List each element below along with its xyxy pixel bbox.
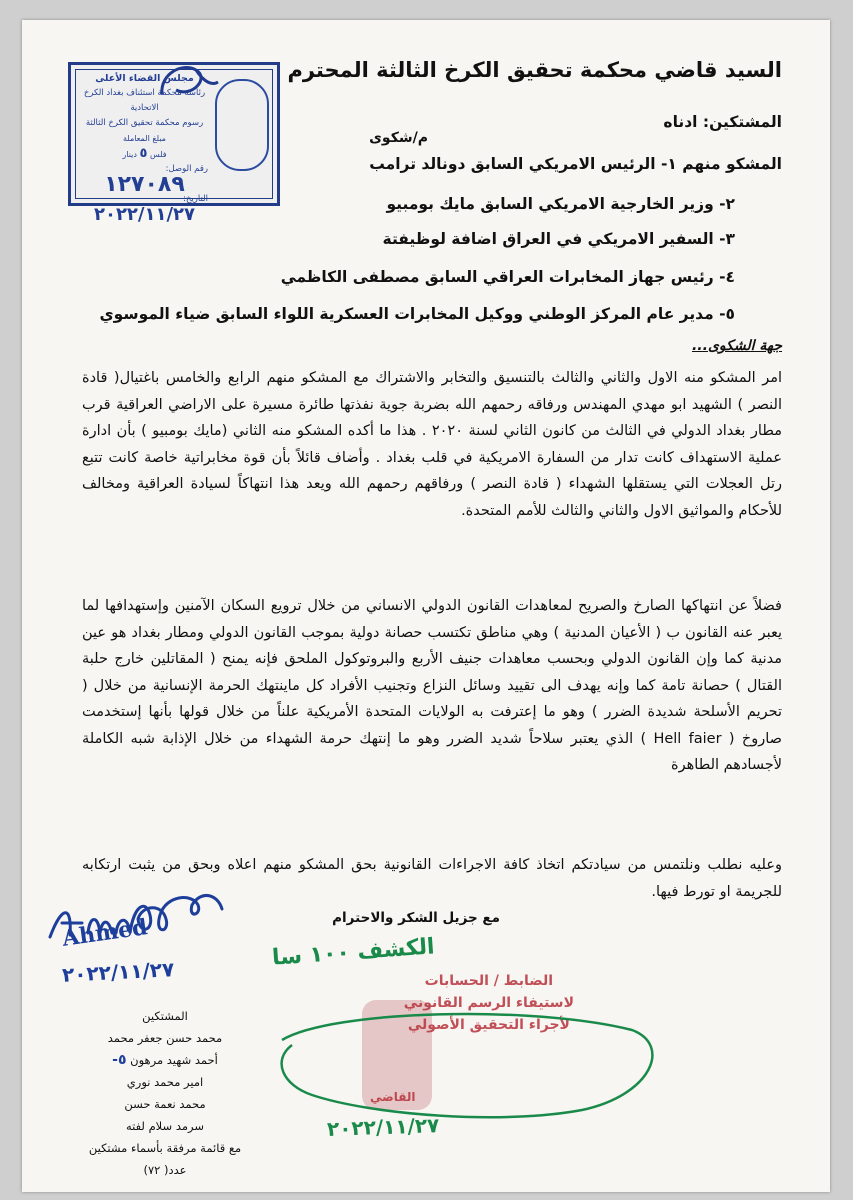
complainant-name: محمد نعمة حسن	[124, 1097, 206, 1111]
complainant-prefix: ٥-	[112, 1052, 127, 1068]
complainants-list	[60, 1005, 270, 1181]
signature-name: Ahmed	[60, 914, 150, 952]
paragraph-1: امر المشكو منه الاول والثاني والثالث بالتنسيق والتخابر والاشتراك مع المشكو منهم الرابع والخامس باغتيال( قادة النصر ) الشهيد ابو مهدي المهندس ورفاقه رحمهم الله بضربة جوية نفذتها طائرة مسيرة على الاراضي العراقية قرب مطار بغداد الدولي في الثالث من كانون الثاني لسنة ٢٠٢٠ . هذا ما أكده المشكو منه الثاني (مايك بومبيو ) بأن ادارة عملية الاستهداف كانت تدار من السفارة الامريكية في قلب بغداد . وأضاف قائلاً بأن قوة مخابراتية خاصة كانت تتبع رتل العجلات التي يستقلها الشهداء ( قادة النصر ) ورفاقهم رحمهم الله ويعد هذا انتهاكاً لسيادة العراقية ومخالف للأحكام والمواثيق الاول والثاني والثالث للأمم المتحدة.	[82, 370, 782, 519]
stamp-line: رقم الوصل:	[165, 164, 208, 174]
green-circle-stroke	[252, 1000, 672, 1150]
complainants-line: المشتكين: ادناه	[663, 113, 782, 131]
complainant-name: محمد حسن جعفر محمد	[107, 1031, 223, 1045]
stamp-line: رسوم محكمة تحقيق الكرخ الثالثة	[85, 118, 204, 128]
red-stamp-line: لأجراء التحقيق الأصولي	[407, 1017, 570, 1033]
stamp-line: التاريخ:	[183, 194, 208, 204]
stamp-amount: ٥	[139, 146, 148, 161]
green-date: ٢٠٢٢/١١/٢٧	[326, 1113, 440, 1141]
stamp-line: فلس	[149, 150, 167, 159]
accused-item-2: ٢- وزير الخارجية الامريكي السابق مايك بومبيو	[386, 195, 735, 213]
stamp-date: ٢٠٢٢/١١/٢٧	[93, 204, 196, 225]
complainant-name: أحمد شهيد مرهون	[130, 1053, 218, 1067]
stamp-line: دينار	[122, 150, 137, 159]
signature-date: ٢٠٢٢/١١/٢٧	[61, 957, 175, 987]
accused-item-5: ٥- مدير عام المركز الوطني ووكيل المخابرات العسكرية اللواء السابق ضياء الموسوي	[99, 305, 735, 323]
subject-line: م/شكوى	[369, 130, 428, 146]
addressee-title: السيد قاضي محكمة تحقيق الكرخ الثالثة المحترم	[287, 58, 782, 82]
paragraph-2: فضلاً عن انتهاكها الصارخ والصريح لمعاهدات القانون الدولي الانساني من خلال ترويع السكان الآمنين وإستهدافها لما يعبر عنه القانون ب ( الأعيان المدنية ) وهي مناطق تكتسب حصانة دولية بموجب القانون الدولي ومطار بغداد هو عين مدنية كما وإن القانون الدولي وبحسب معاهدات جنيف الأربع والبروتوكول الملحق فإنه يمنح ( المقاتلين خارج حلبة القتال ) حصانة تامة كما وإنه يهدف الى تقييد وسائل النزاع وتجنيب الأفراد كل ماينتهك الحرمة الإنسانية من خلال ( تحريم الأسلحة شديدة الضرر ) وهو ما إعترفت به الولايات المتحدة الأمريكية علناً من خلال قولها بأنها إستخدمت صاروخ ( Hell faier ) الذي يعتبر سلاحاً شديد الضرر وهو ما إنتهك حرمة الشهداء من خلال الإذابة شبه الكاملة لأجسادهم الطاهرة	[82, 598, 782, 773]
stamp-line: مجلس القضاء الأعلى	[95, 73, 194, 84]
stamp-line: مبلغ المعاملة	[123, 134, 166, 143]
complainant-name: سرمد سلام لفته	[125, 1119, 205, 1133]
red-stamp-line: الضابط / الحسابات	[424, 973, 554, 989]
stamp-receipt-number: ١٢٧٠٨٩	[104, 172, 185, 197]
complainant-name-row	[60, 1049, 270, 1071]
red-stamp-line: لاستيفاء الرسم القانوني	[403, 995, 574, 1011]
handwritten-green-note: الكشف ١٠٠ سا	[271, 934, 436, 971]
accused-item-1: المشكو منهم ١- الرئيس الامريكي السابق دونالد ترامب	[369, 155, 782, 173]
complainants-label: المشتكين	[142, 1009, 188, 1023]
complaint-heading: جهة الشكوى...	[691, 338, 782, 354]
paragraph-3: وعليه نطلب ونلتمس من سيادتكم اتخاذ كافة الاجراءات القانونية بحق المشكو منهم اعلاه وبحق من يثبت ارتكابه للجريمة او تورط فيها.	[82, 857, 782, 900]
attachment-count: عدد( ٧٢)	[143, 1163, 187, 1177]
accused-item-3: ٣- السفير الامريكي في العراق اضافة لوظيفتة	[382, 230, 735, 248]
attachment-note: مع قائمة مرفقة بأسماء مشتكين	[88, 1141, 242, 1155]
document-page	[22, 20, 830, 1192]
closing-line: مع جزيل الشكر والاحترام	[332, 910, 500, 926]
stamp-handwriting-mark	[152, 56, 222, 106]
complainant-name: امير محمد نوري	[126, 1075, 204, 1089]
stamp-line: رئاسة محكمة استئناف بغداد الكرخ الاتحادية	[83, 88, 206, 113]
red-stamp-name: القاضي	[370, 1090, 416, 1104]
stamp-seal-emblem	[215, 79, 269, 171]
accused-item-4: ٤- رئيس جهاز المخابرات العراقي السابق مصطفى الكاظمي	[280, 268, 735, 286]
